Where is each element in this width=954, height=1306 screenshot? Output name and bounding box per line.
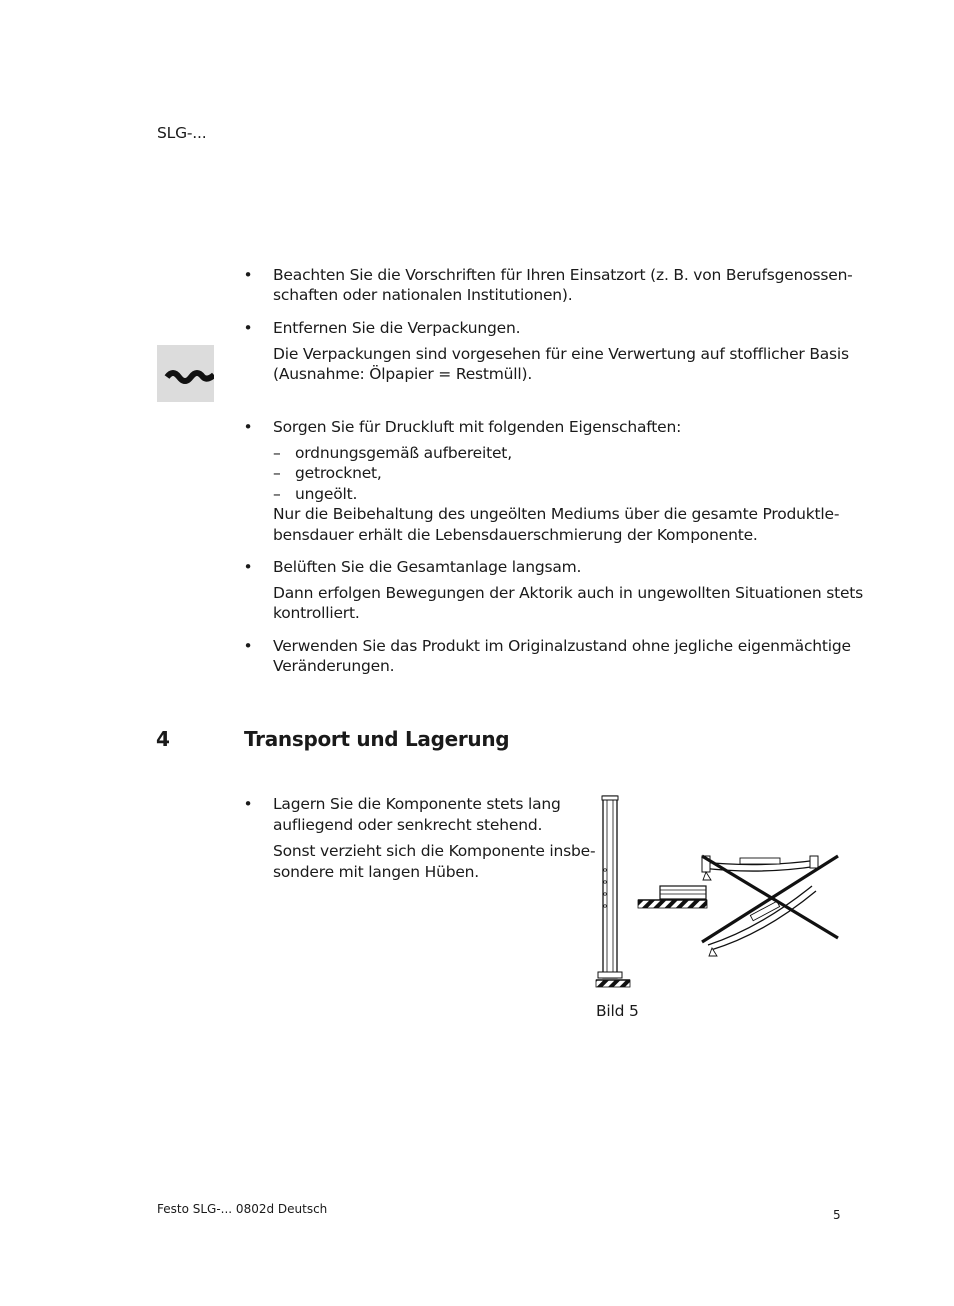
note-3-detail-2: bensdauer erhält die Lebensdauerschmierung der Komponente. xyxy=(273,526,758,544)
note-2-detail-2: (Ausnahme: Ölpapier = Restmüll). xyxy=(273,365,533,383)
storage-figure xyxy=(590,790,846,995)
bullet-icon: • xyxy=(243,558,253,576)
footer-document: Festo SLG-... 0802d Deutsch xyxy=(157,1202,328,1216)
horizontal-component-drawing xyxy=(638,886,707,908)
figure-caption: Bild 5 xyxy=(596,1002,639,1020)
note-1-line-1: Beachten Sie die Vorschriften für Ihren Einsatzort (z. B. von Berufsgenossen- xyxy=(273,266,853,284)
sub-item: ungeölt. xyxy=(295,485,358,503)
note-4-line-1: Belüften Sie die Gesamtanlage langsam. xyxy=(273,558,582,576)
sub-item: ordnungsgemäß aufbereitet, xyxy=(295,444,512,462)
bullet-icon: • xyxy=(243,418,253,436)
sub-item: getrocknet, xyxy=(295,464,382,482)
note-3-detail-1: Nur die Beibehaltung des ungeölten Mediums über die gesamte Produktle- xyxy=(273,505,840,523)
incorrect-storage-drawing xyxy=(702,856,838,956)
dash-icon: – xyxy=(273,464,281,482)
storage-detail-1: Sonst verzieht sich die Komponente insbe- xyxy=(273,842,596,860)
storage-line-2: aufliegend oder senkrecht stehend. xyxy=(273,816,543,834)
dash-icon: – xyxy=(273,485,281,503)
note-5-line-1: Verwenden Sie das Produkt im Originalzustand ohne jegliche eigenmächtige xyxy=(273,637,851,655)
storage-line-1: Lagern Sie die Komponente stets lang xyxy=(273,795,561,813)
bullet-icon: • xyxy=(243,266,253,284)
page-number: 5 xyxy=(833,1208,841,1222)
bullet-icon: • xyxy=(243,795,253,813)
note-2-detail-1: Die Verpackungen sind vorgesehen für eine Verwertung auf stofflicher Basis xyxy=(273,345,849,363)
vertical-component-drawing xyxy=(596,796,630,987)
bullet-icon: • xyxy=(243,319,253,337)
note-5-line-2: Veränderungen. xyxy=(273,657,395,675)
header-product: SLG-... xyxy=(157,124,207,142)
bullet-icon: • xyxy=(243,637,253,655)
storage-detail-2: sondere mit langen Hüben. xyxy=(273,863,480,881)
note-4-detail-1: Dann erfolgen Bewegungen der Aktorik auch in ungewollten Situationen stets xyxy=(273,584,864,602)
note-4-detail-2: kontrolliert. xyxy=(273,604,360,622)
section-number: 4 xyxy=(156,727,170,751)
environment-wave-icon xyxy=(157,345,214,402)
note-2-line-1: Entfernen Sie die Verpackungen. xyxy=(273,319,521,337)
note-3-line-1: Sorgen Sie für Druckluft mit folgenden Eigenschaften: xyxy=(273,418,682,436)
dash-icon: – xyxy=(273,444,281,462)
note-1-line-2: schaften oder nationalen Institutionen). xyxy=(273,286,573,304)
section-title: Transport und Lagerung xyxy=(244,727,510,751)
